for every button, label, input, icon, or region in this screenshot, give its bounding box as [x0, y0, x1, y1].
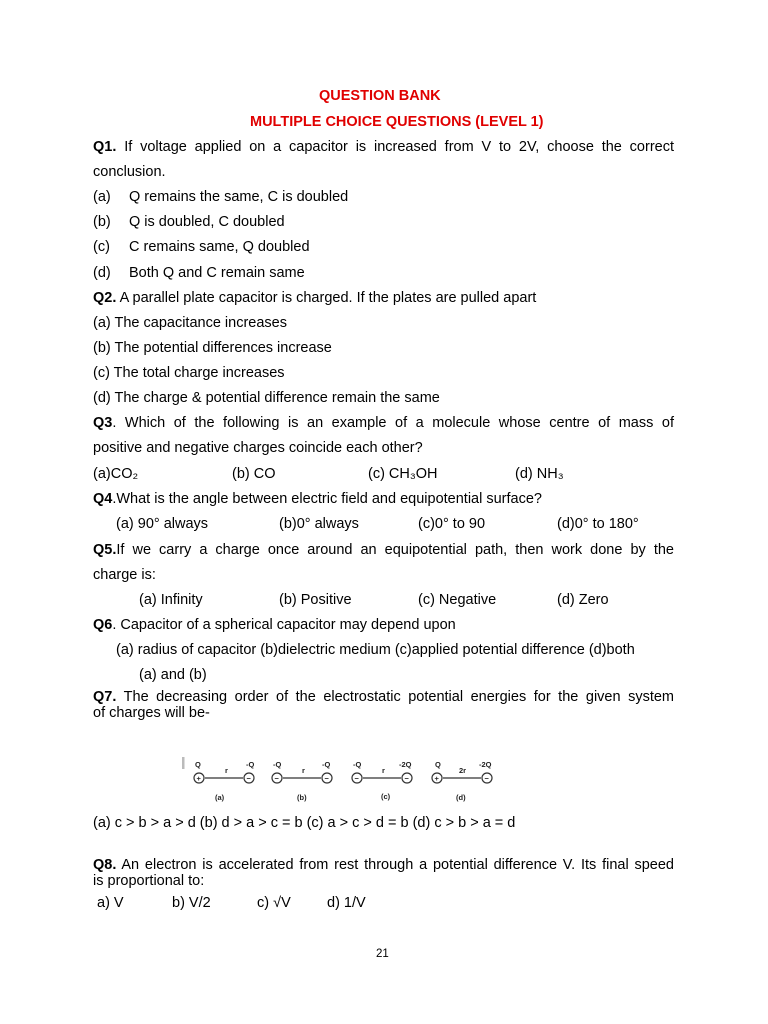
q3-text: . Which of the following is an example of a molecule whose centre of mass of	[112, 415, 674, 431]
page-subtitle: MULTIPLE CHOICE QUESTIONS (LEVEL 1)	[250, 114, 544, 130]
q2-option-b: (b) The potential differences increase	[93, 340, 332, 356]
q4-line1	[93, 490, 542, 508]
system-c-separation: r	[382, 766, 385, 775]
system-c-right-sign: −	[404, 774, 409, 783]
q2-text: A parallel plate capacitor is charged. If the plates are pulled apart	[116, 290, 537, 306]
system-a	[194, 760, 254, 802]
q2-number: Q2.	[93, 290, 117, 306]
q6-text: . Capacitor of a spherical capacitor may depend upon	[112, 617, 456, 633]
q6-line1	[93, 616, 456, 634]
scan-mark	[182, 757, 185, 769]
q2-option-a: (a) The capacitance increases	[93, 315, 287, 331]
q7-number: Q7.	[93, 689, 117, 705]
q4-option-b: (b)0° always	[279, 516, 359, 532]
q4-number: Q4	[93, 491, 113, 507]
q3-option-a: (a)CO₂	[93, 466, 139, 482]
q7-text: The decreasing order of the electrostatic potential energies for the given system	[116, 689, 674, 705]
page-number: 21	[376, 948, 389, 960]
q5-option-a: (a) Infinity	[139, 592, 203, 608]
system-d-label: (d)	[456, 793, 466, 802]
q5-line1	[93, 541, 674, 559]
q1-option-a: Q remains the same, C is doubled	[129, 189, 349, 205]
q5-option-b: (b) Positive	[279, 592, 352, 608]
system-b-right-charge: -Q	[322, 760, 331, 769]
q8-option-a: a) V	[97, 895, 124, 911]
q3-number: Q3	[93, 415, 113, 431]
q1-line1	[93, 138, 674, 156]
q1-text: If voltage applied on a capacitor is increased from V to 2V, choose the correct	[116, 139, 674, 155]
charge-systems-diagram	[180, 752, 500, 806]
q1-option-d: Both Q and C remain same	[129, 265, 305, 281]
q4-option-d: (d)0° to 180°	[557, 516, 639, 532]
q3-option-d: (d) NH₃	[515, 466, 564, 482]
q1-option-b: Q is doubled, C doubled	[129, 214, 285, 230]
q8-option-b: b) V/2	[172, 895, 211, 911]
q3-option-c: (c) CH₃OH	[368, 466, 438, 482]
q7-line2: of charges will be-	[93, 705, 210, 721]
system-a-right-charge: -Q	[246, 760, 255, 769]
q1-option-d-label: (d)	[93, 265, 111, 281]
q3-option-b: (b) CO	[232, 466, 276, 482]
system-a-separation: r	[225, 766, 228, 775]
q8-line2: is proportional to:	[93, 873, 205, 889]
system-d	[432, 760, 492, 802]
system-b	[272, 760, 332, 802]
q5-text: If we carry a charge once around an equipotential path, then work done by the	[116, 542, 674, 558]
q1-number: Q1.	[93, 139, 117, 155]
system-d-left-charge: Q	[435, 760, 441, 769]
system-b-separation: r	[302, 766, 305, 775]
system-a-left-sign: +	[196, 774, 201, 783]
system-b-left-sign: −	[274, 774, 279, 783]
system-d-right-sign: −	[484, 774, 489, 783]
system-a-right-sign: −	[246, 774, 251, 783]
system-d-left-sign: +	[434, 774, 439, 783]
q1-line2: conclusion.	[93, 164, 166, 180]
q1-option-c: C remains same, Q doubled	[129, 239, 310, 255]
q8-number: Q8.	[93, 857, 117, 873]
q7-options: (a) c > b > a > d (b) d > a > c = b (c) a > c > d = b (d) c > b > a = d	[93, 815, 516, 831]
q8-option-d: d) 1/V	[327, 895, 366, 911]
q6-number: Q6	[93, 617, 113, 633]
system-d-separation: 2r	[459, 766, 467, 775]
system-d-right-charge: -2Q	[479, 760, 492, 769]
q1-option-c-label: (c)	[93, 239, 110, 255]
q3-line2: positive and negative charges coincide each other?	[93, 440, 423, 456]
system-b-right-sign: −	[324, 774, 329, 783]
q5-option-c: (c) Negative	[418, 592, 497, 608]
q4-option-a: (a) 90° always	[116, 516, 209, 532]
q1-option-a-label: (a)	[93, 189, 111, 205]
q8-line1	[93, 857, 674, 873]
q5-option-d: (d) Zero	[557, 592, 609, 608]
system-c-left-sign: −	[354, 774, 359, 783]
system-c-right-charge: -2Q	[399, 760, 412, 769]
q8-option-c: c) √V	[257, 895, 291, 911]
q3-line1	[93, 414, 674, 432]
system-c-left-charge: -Q	[353, 760, 362, 769]
q5-line2: charge is:	[93, 567, 156, 583]
system-c-label: (c)	[381, 792, 391, 801]
q6-options-line1: (a) radius of capacitor (b)dielectric medium (c)applied potential difference (d)both	[116, 642, 635, 658]
q5-number: Q5.	[93, 542, 117, 558]
system-b-left-charge: -Q	[273, 760, 282, 769]
q2-option-d: (d) The charge & potential difference remain the same	[93, 390, 440, 406]
q2-line1	[93, 289, 536, 307]
q6-options-line2: (a) and (b)	[139, 667, 207, 683]
system-c	[352, 760, 412, 801]
q4-option-c: (c)0° to 90	[418, 516, 486, 532]
q7-line1	[93, 689, 674, 705]
system-a-left-charge: Q	[195, 760, 201, 769]
system-a-label: (a)	[215, 793, 225, 802]
q2-option-c: (c) The total charge increases	[93, 365, 285, 381]
q4-text: .What is the angle between electric field and equipotential surface?	[112, 491, 542, 507]
q1-option-b-label: (b)	[93, 214, 111, 230]
q8-text: An electron is accelerated from rest through a potential difference V. Its final speed	[116, 857, 674, 873]
system-b-label: (b)	[297, 793, 307, 802]
page-title: QUESTION BANK	[319, 88, 441, 104]
